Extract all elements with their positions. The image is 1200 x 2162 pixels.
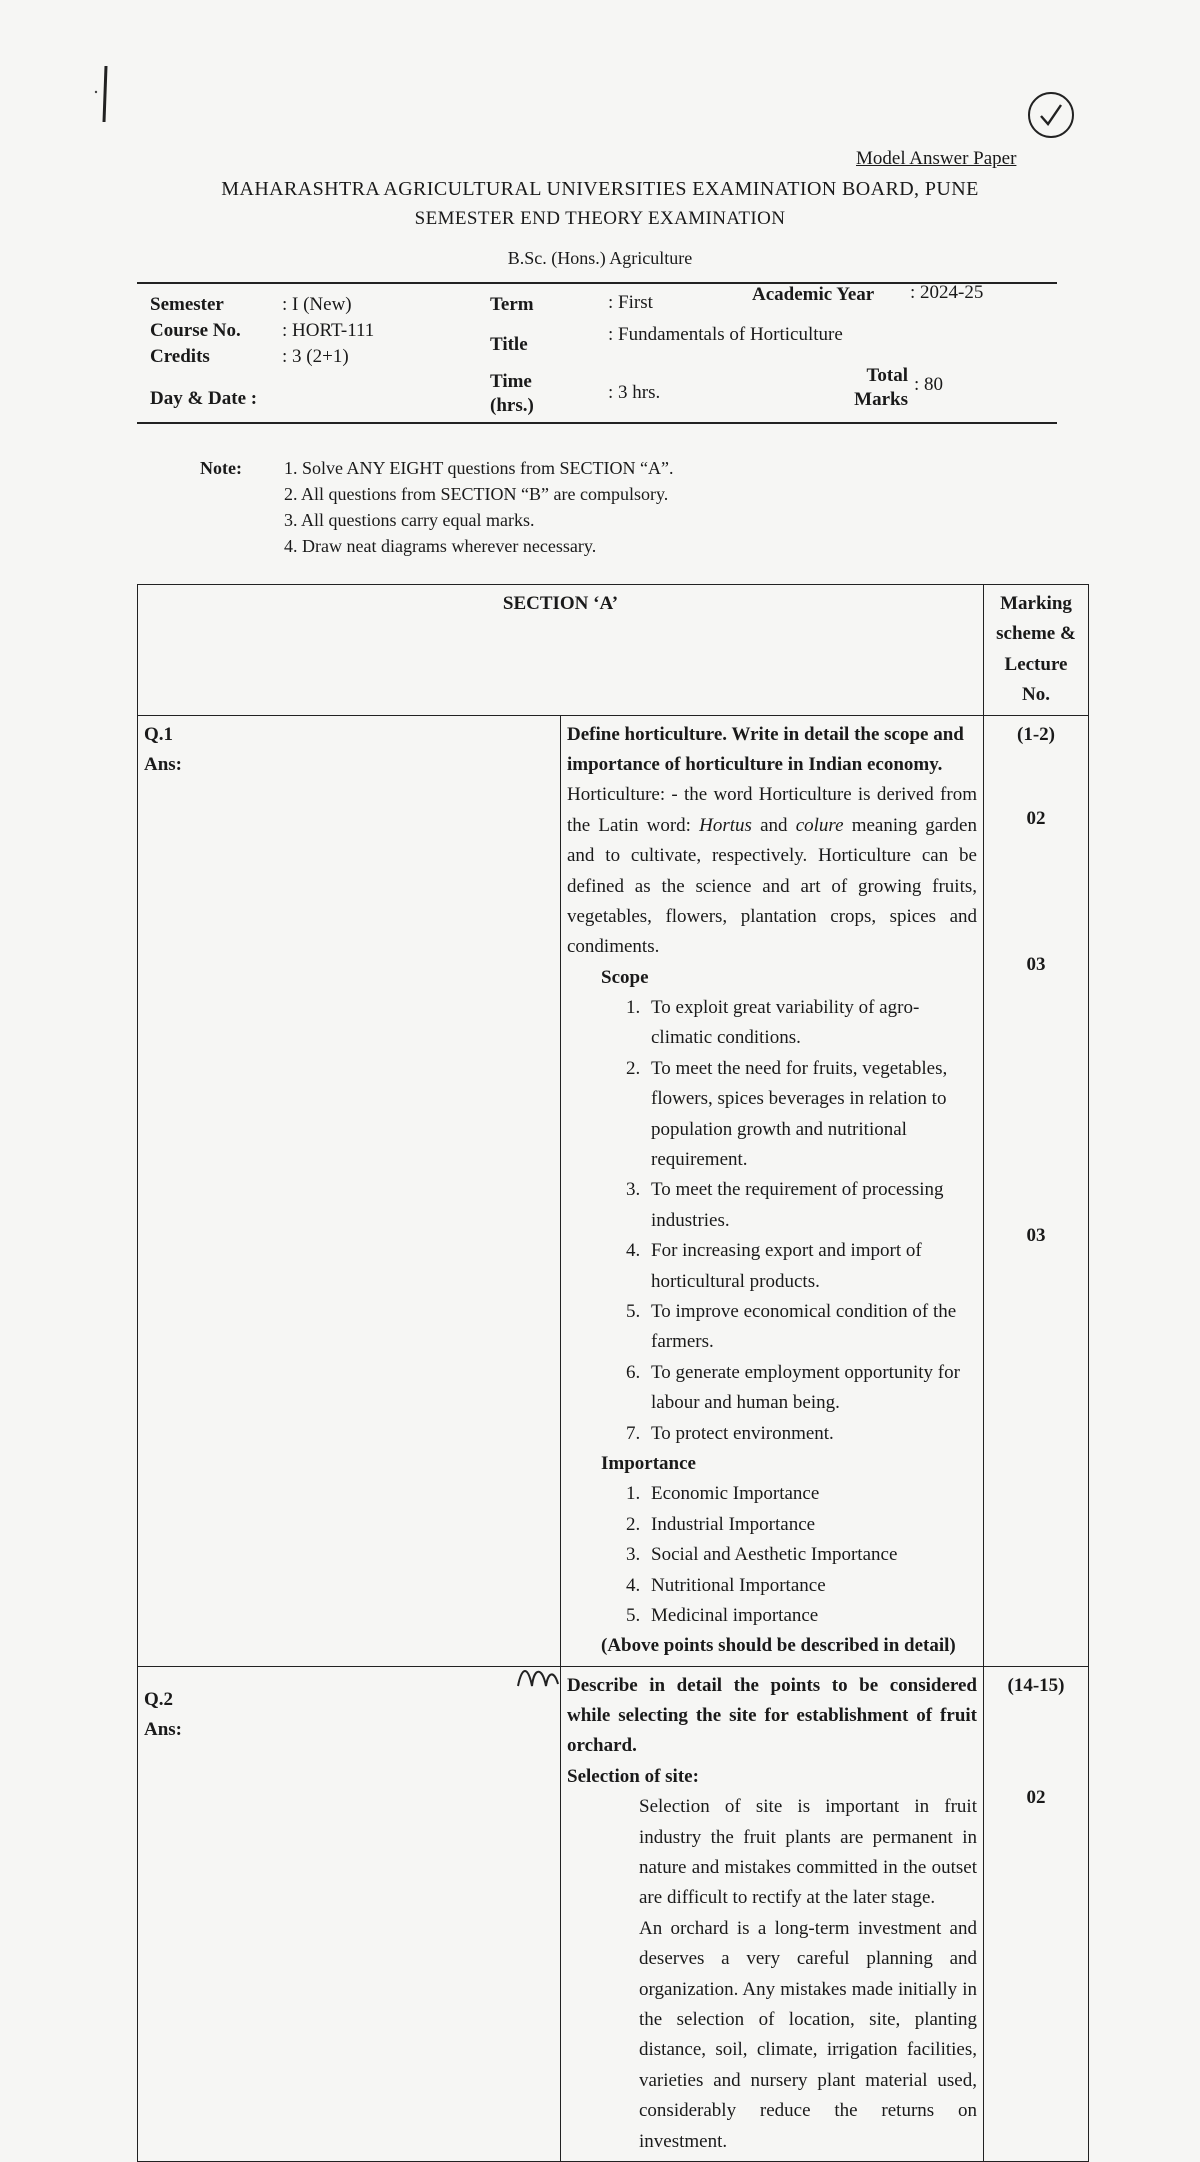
exam-title: SEMESTER END THEORY EXAMINATION	[414, 208, 786, 229]
scope-item: 1. To exploit great variability of agro-climatic conditions.	[645, 993, 977, 1054]
scope-heading: Scope	[601, 966, 649, 988]
latin-word: colure	[795, 814, 844, 836]
importance-item: 5. Medicinal importance	[645, 1601, 977, 1631]
definition-text: and	[751, 814, 796, 836]
total-marks-label: Total Marks	[854, 365, 908, 410]
course-label: Course No.	[150, 320, 241, 341]
credits-label: Credits	[150, 346, 210, 367]
course-value: : HORT-111	[282, 320, 375, 341]
scope-list	[567, 993, 977, 1449]
importance-heading: Importance	[601, 1452, 696, 1474]
scope-item: 4. For increasing export and import of horticultural products.	[645, 1236, 977, 1297]
question-text: Describe in detail the points to be considered while selecting the site for establishment of fruit orchard.	[567, 1674, 977, 1757]
scope-item: 6. To generate employment opportunity for labour and human being.	[645, 1358, 977, 1419]
degree-name: B.Sc. (Hons.) Agriculture	[507, 248, 693, 268]
lecture-number: (14-15)	[1007, 1674, 1065, 1696]
time-value: : 3 hrs.	[608, 382, 661, 403]
day-date-label: Day & Date :	[150, 388, 258, 409]
scope-item: 7. To protect environment.	[645, 1419, 977, 1449]
question-no: Q.2	[144, 1688, 174, 1710]
answer-label: Ans:	[144, 1719, 183, 1741]
initials-signature	[514, 1660, 564, 1690]
question-answer-cell	[561, 715, 984, 1666]
question-row	[138, 1666, 1089, 2161]
marks-value: 02	[1026, 1787, 1046, 1809]
note-item: 1. Solve ANY EIGHT questions from SECTION “A”.	[284, 458, 674, 478]
academic-year-label: Academic Year	[752, 284, 875, 305]
marks-value: 03	[1026, 1224, 1046, 1246]
board-title: MAHARASHTRA AGRICULTURAL UNIVERSITIES EXAMINATION BOARD, PUNE	[221, 178, 979, 200]
detail-note: (Above points should be described in detail)	[601, 1635, 956, 1657]
importance-item: 1. Economic Importance	[645, 1479, 977, 1509]
title-value: : Fundamentals of Horticulture	[608, 324, 843, 345]
section-header-row	[138, 585, 1089, 716]
selection-heading: Selection of site:	[567, 1765, 699, 1787]
selection-paragraph: An orchard is a long-term investment and deserves a very careful planning and organization. Any mistakes made initially in the selection of location, site, planting distance, soil, climate, irrigation facilities, varieties and nursery plant material used, considerably reduce the returns on investment.	[639, 1917, 977, 2152]
scope-item: 2. To meet the need for fruits, vegetables, flowers, spices beverages in relation to population growth and nutritional requirement.	[645, 1054, 977, 1176]
note-item: 3. All questions carry equal marks.	[284, 510, 535, 530]
definition-paragraph	[567, 780, 977, 962]
importance-list	[567, 1479, 977, 1631]
header-rule-bottom	[137, 422, 1057, 424]
check-mark-icon	[1028, 92, 1074, 138]
time-label: Time (hrs.)	[490, 371, 534, 416]
model-answer-label: Model Answer Paper	[856, 148, 1017, 169]
note-item: 2. All questions from SECTION “B” are compulsory.	[284, 484, 669, 504]
marking-scheme-header: Marking scheme & Lecture No.	[984, 585, 1089, 716]
semester-label: Semester	[150, 294, 224, 315]
title-label: Title	[490, 334, 528, 355]
importance-item: 4. Nutritional Importance	[645, 1571, 977, 1601]
selection-paragraph: Selection of site is important in fruit industry the fruit plants are permanent in nature and mistakes committed in the outset are difficult to rectify at the later stage.	[639, 1796, 977, 1909]
lecture-number: (1-2)	[1017, 723, 1055, 745]
term-label: Term	[490, 294, 534, 315]
importance-item: 2. Industrial Importance	[645, 1510, 977, 1540]
question-answer-cell	[561, 1666, 984, 2161]
marks-value: 03	[1026, 954, 1046, 976]
importance-item: 3. Social and Aesthetic Importance	[645, 1540, 977, 1570]
notes-label: Note:	[200, 458, 242, 478]
answer-label: Ans:	[144, 753, 183, 775]
scope-item: 5. To improve economical condition of the farmers.	[645, 1297, 977, 1358]
marks-cell	[984, 715, 1089, 1666]
note-item: 4. Draw neat diagrams wherever necessary.	[284, 536, 597, 556]
academic-year-value: : 2024-25	[910, 282, 984, 303]
latin-word: Hortus	[699, 814, 752, 836]
scope-item: 3. To meet the requirement of processing industries.	[645, 1175, 977, 1236]
question-row	[138, 715, 1089, 1666]
marks-cell	[984, 1666, 1089, 2161]
credits-value: : 3 (2+1)	[282, 346, 349, 367]
marks-value: 02	[1026, 807, 1046, 829]
question-number	[138, 715, 561, 1666]
definition-text: Horticulture: - the word Horticulture is derived from the Latin word:	[567, 784, 977, 836]
section-title: SECTION ‘A’	[138, 585, 984, 716]
semester-value: : I (New)	[282, 294, 352, 315]
pen-scribble	[92, 62, 122, 132]
term-value: : First	[608, 292, 653, 313]
question-no: Q.1	[144, 723, 174, 745]
total-marks-value: : 80	[914, 374, 944, 395]
answer-table	[137, 584, 1089, 2162]
question-text: Define horticulture. Write in detail the scope and importance of horticulture in Indian economy.	[567, 723, 964, 775]
question-number	[138, 1666, 561, 2161]
definition-text: meaning garden and to cultivate, respectively. Horticulture can be defined as the science and art of growing fruits, vegetables, flowers, plantation crops, spices and condiments.	[567, 814, 977, 958]
